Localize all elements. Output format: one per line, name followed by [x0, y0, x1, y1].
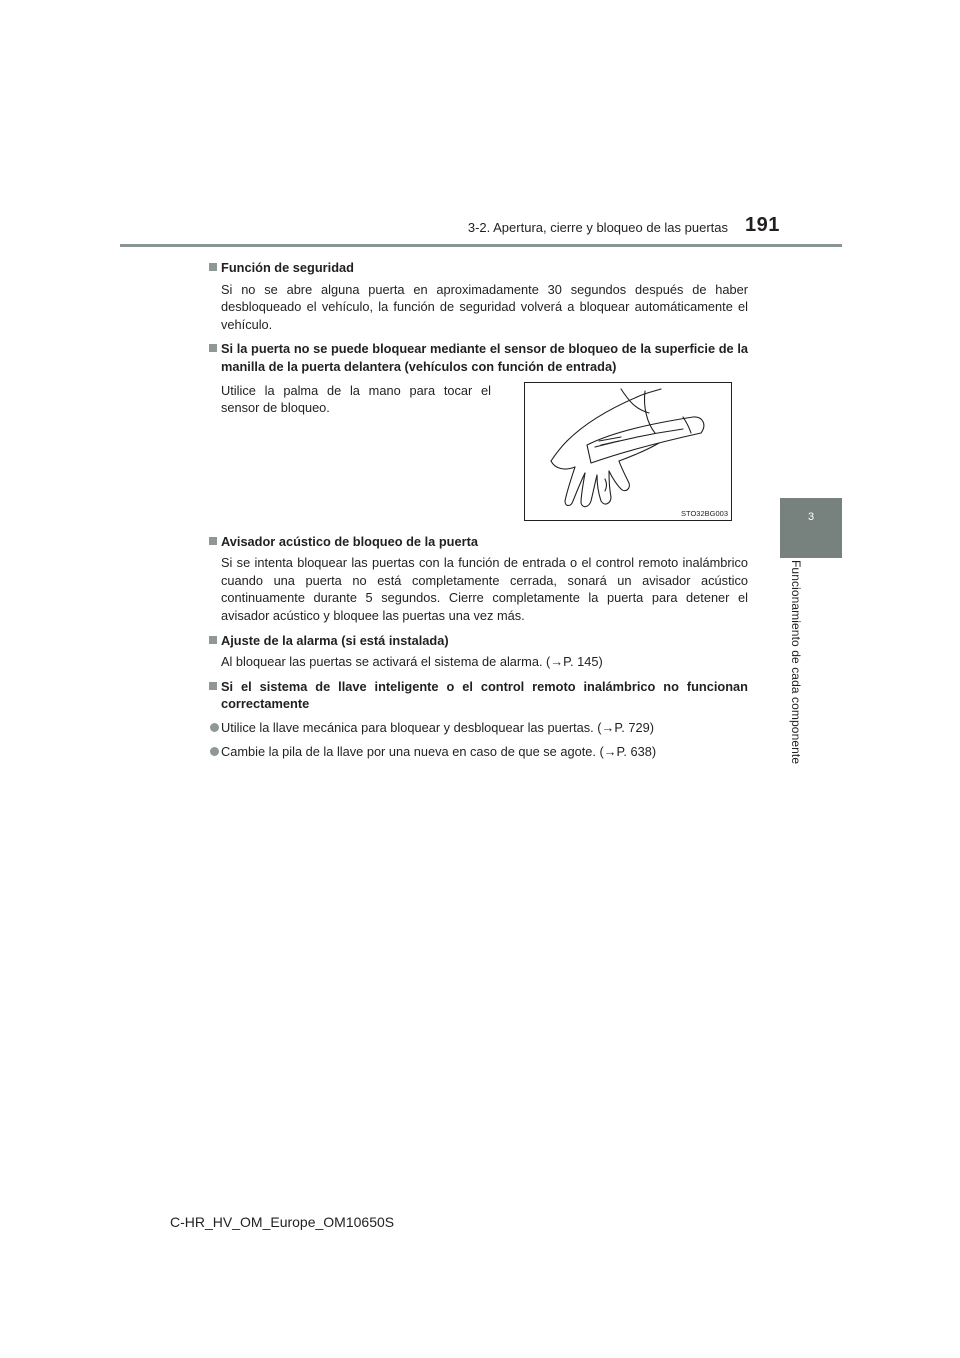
section-body: Al bloquear las puertas se activará el sistema de alarma. (→P. 145): [221, 654, 603, 670]
list-item: [208, 719, 748, 737]
round-bullet-icon: [210, 723, 219, 732]
section-title-text: Función de seguridad: [221, 260, 354, 275]
chapter-tab: [780, 498, 842, 558]
page-number: 191: [745, 214, 780, 236]
header-title: 3-2. Apertura, cierre y bloqueo de las puertas: [467, 220, 728, 235]
section-lock-buzzer: [208, 533, 748, 625]
list-item-text: Cambie la pila de la llave por una nueva en caso de que se agote. (→P. 638): [221, 743, 657, 759]
section-alarm-setting: [208, 632, 748, 671]
section-lock-sensor: [208, 340, 748, 520]
hand-on-handle-icon: [525, 383, 731, 520]
square-bullet-icon: [209, 682, 217, 690]
round-bullet-icon: [210, 747, 219, 756]
section-title: [208, 678, 748, 713]
section-body: Si no se abre alguna puerta en aproximadamente 30 segundos después de haber desbloqueado el vehículo, la función de seguridad volverá a bloquear automáticamente el vehículo.: [221, 281, 748, 332]
text-with-figure: [208, 382, 748, 521]
section-title: [208, 632, 748, 650]
section-title-text: Si el sistema de llave inteligente o el control remoto inalámbrico no funcionan correctamente: [221, 678, 748, 712]
section-title-text: Ajuste de la alarma (si está instalada): [221, 632, 449, 648]
section-title: [208, 259, 748, 277]
document-code: C-HR_HV_OM_Europe_OM10650S: [170, 1214, 395, 1230]
section-title: [208, 340, 748, 375]
chapter-number: 3: [807, 511, 815, 523]
header-divider: [120, 244, 842, 247]
square-bullet-icon: [209, 263, 217, 271]
section-security-function: [208, 259, 748, 333]
section-body: Si se intenta bloquear las puertas con la función de entrada o el control remoto inalámbrico cuando una puerta no está completamente cerrada, sonará un avisador acústico continuamente durante 5 segundos. Cierre completamente la puerta para detener el avisador acústico y bloquee las puertas una vez más.: [221, 555, 748, 623]
page-content: [208, 252, 748, 760]
square-bullet-icon: [209, 537, 217, 545]
section-body: Utilice la palma de la mano para tocar el sensor de bloqueo.: [221, 382, 491, 416]
list-item: [208, 743, 748, 761]
section-title-text: Si la puerta no se puede bloquear mediante el sensor de bloqueo de la superficie de la manilla de la puerta delantera (vehículos con función de entrada): [221, 341, 748, 374]
square-bullet-icon: [209, 636, 217, 644]
chapter-label: Funcionamiento de cada componente: [789, 560, 803, 765]
section-smart-key-malfunction: [208, 678, 748, 760]
door-handle-illustration: [524, 382, 732, 521]
figure-code: STO32BG003: [681, 508, 728, 518]
section-title: [208, 533, 748, 551]
list-item-text: Utilice la llave mecánica para bloquear y desbloquear las puertas. (→P. 729): [221, 719, 654, 735]
square-bullet-icon: [209, 344, 217, 352]
section-title-text: Avisador acústico de bloqueo de la puerta: [221, 533, 478, 549]
